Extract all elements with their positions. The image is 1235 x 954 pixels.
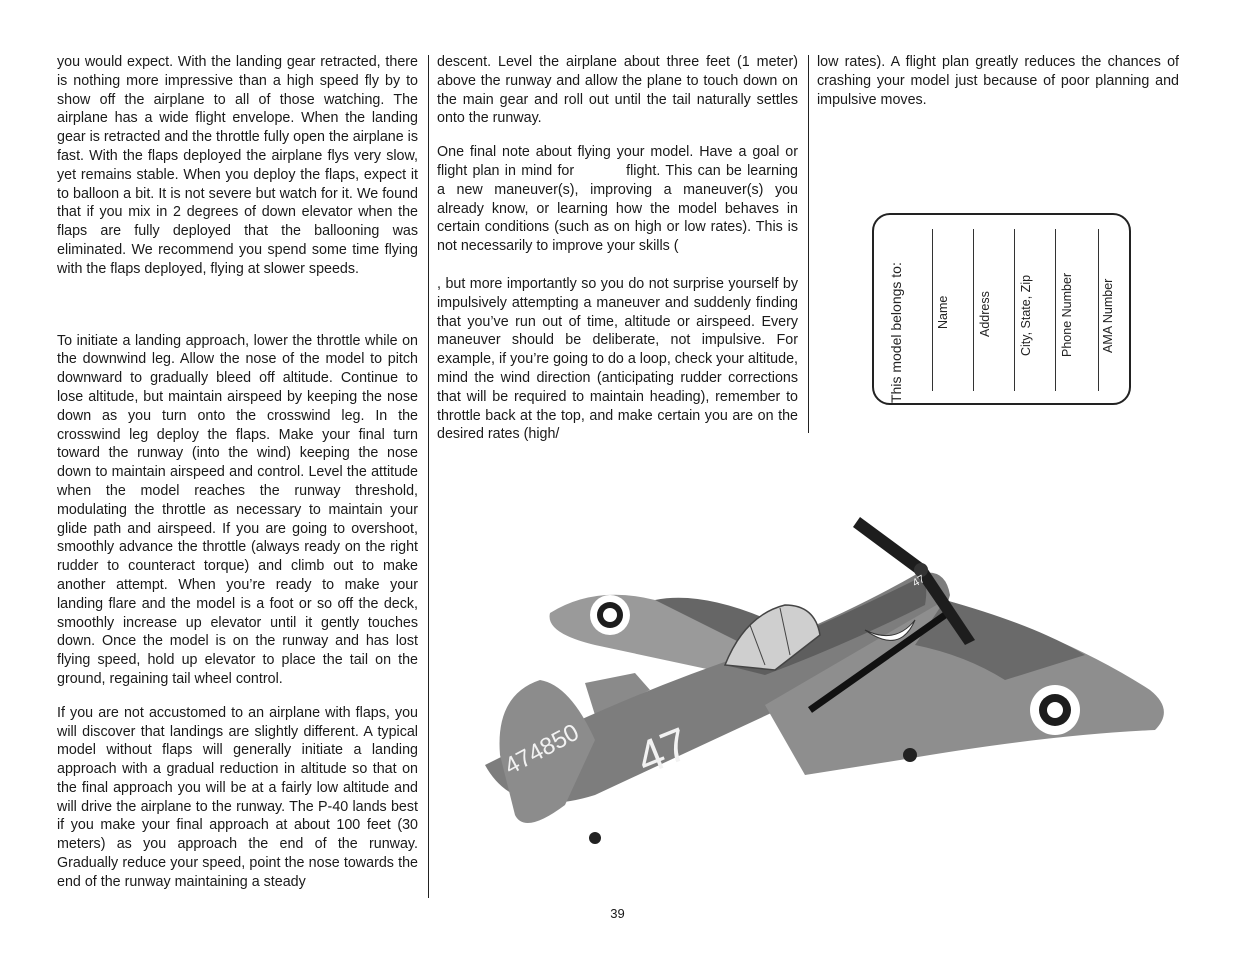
- owner-field-phone: Phone Number: [1060, 272, 1074, 357]
- roundel-right-center: [1047, 702, 1063, 718]
- card-line: [973, 229, 974, 391]
- text-column-2: [437, 53, 798, 459]
- column-divider: [808, 55, 809, 433]
- paragraph-flight-plan-end: low rates). A flight plan greatly reduces the chances of crashing your model just because of poor planning and impulsive moves.: [817, 54, 1179, 108]
- flight-plan-text-b: flight. This can be learning a new maneuver(s), improving a maneuver(s) you already know, or learning how the model behaves in certain conditions (such as on high or low rates). This is not necessarily to improve your skills (: [437, 162, 798, 255]
- p40-airplane-photo: [445, 505, 1175, 885]
- paragraph-flight-plan: [437, 143, 798, 444]
- column-divider: [428, 55, 429, 898]
- owner-field-city-state-zip: City, State, Zip: [1019, 274, 1033, 356]
- paragraph-flight-envelope: you would expect. With the landing gear retracted, there is nothing more impressive than a high speed fly by to show off the airplane to all of those watching. The airplane has a wide flight envelope. When the landing gear is retracted and the throttle fully open the airplane is fast. With the flaps deployed the airplane flys very slow, yet remains stable. When you deploy the flaps, expect it to balloon a bit. It is not severe but watch for it. We found that if you mix in 2 degrees of down elevator when the flaps are fully deployed that the ballooning was eliminated. We recommend you spend some time flying with the flaps deployed, flying at slower speeds.: [57, 54, 418, 277]
- page-number: 39: [610, 906, 625, 921]
- owner-card: [872, 213, 1131, 405]
- fuselage-number-marking: 47: [629, 716, 697, 785]
- flight-plan-text-c: , but more importantly so you do not surprise yourself by impulsively attempting a maneuver and suddenly finding that you’ve run out of time, altitude or airspeed. Every maneuver should be deliberate, not impulsive. For example, if you’re going to do a loop, check your altitude, mind the wind direction (anticipating rudder corrections that will be required to maintain heading), remember to throttle back at the top, and make certain you are on the desired rates (high/: [437, 275, 798, 443]
- section-gap: [57, 294, 418, 332]
- serial-number-marking: 474850: [500, 718, 584, 781]
- owner-field-name: Name: [936, 295, 950, 329]
- card-line: [1098, 229, 1099, 391]
- text-column-3: [817, 53, 1179, 124]
- flight-plan-text-a: One final note about flying your model. Have a goal or flight plan in mind for: [437, 144, 798, 179]
- card-line: [1055, 229, 1056, 391]
- main-wheel-shape: [903, 748, 917, 762]
- tail-wheel-shape: [589, 832, 601, 844]
- card-line: [932, 229, 933, 391]
- owner-card-title: This model belongs to:: [888, 262, 904, 403]
- roundel-left-center: [603, 608, 617, 622]
- owner-field-ama: AMA Number: [1101, 278, 1115, 353]
- card-line: [1014, 229, 1015, 391]
- paragraph-landing-approach: To initiate a landing approach, lower the throttle while on the downwind leg. Allow the nose of the model to pitch downward to gradually bleed off altitude. Continue to lose altitude, but maintain airspeed by keeping the nose down as you turn onto the crosswind leg. In the crosswind leg deploy the flaps. Make your final turn toward the runway (into the wind) keeping the nose down to maintain airspeed and control. Level the attitude when the model reaches the runway threshold, modulating the throttle as necessary to maintain your glide path and airspeed. If you are going to overshoot, smoothly advance the throttle (always ready on the right rudder to counteract torque) and climb out to make another attempt. When you’re ready to make your landing flare and the model is a foot or so off the deck, smoothly increase up elevator until it gently touches down. Once the model is on the runway and has lost flying speed, hold up elevator to place the tail on the ground, regaining tail wheel control.: [57, 332, 418, 687]
- line-gap: [437, 256, 798, 275]
- paragraph-flaps-landing: If you are not accustomed to an airplane with flaps, you will discover that landings are slightly different. A typical model without flaps will generally initiate a landing approach with a gradual reduction in altitude so that on the final approach you will be at a fairly low altitude and will drive the airplane to the runway. The P-40 lands best if you make your final approach at about 100 feet (30 meters) as you approach the end of the runway. Gradually reduce your speed, point the nose towards the end of the runway maintaining a steady: [57, 704, 418, 890]
- paragraph-descent: descent. Level the airplane about three feet (1 meter) above the runway and allow the plane to touch down on the main gear and roll out until the tail naturally settles onto the runway.: [437, 54, 798, 127]
- propeller-blade-upper: [853, 517, 925, 573]
- owner-field-address: Address: [978, 291, 992, 337]
- text-column-1: [57, 53, 418, 907]
- nose-number-marking: 47: [910, 573, 928, 590]
